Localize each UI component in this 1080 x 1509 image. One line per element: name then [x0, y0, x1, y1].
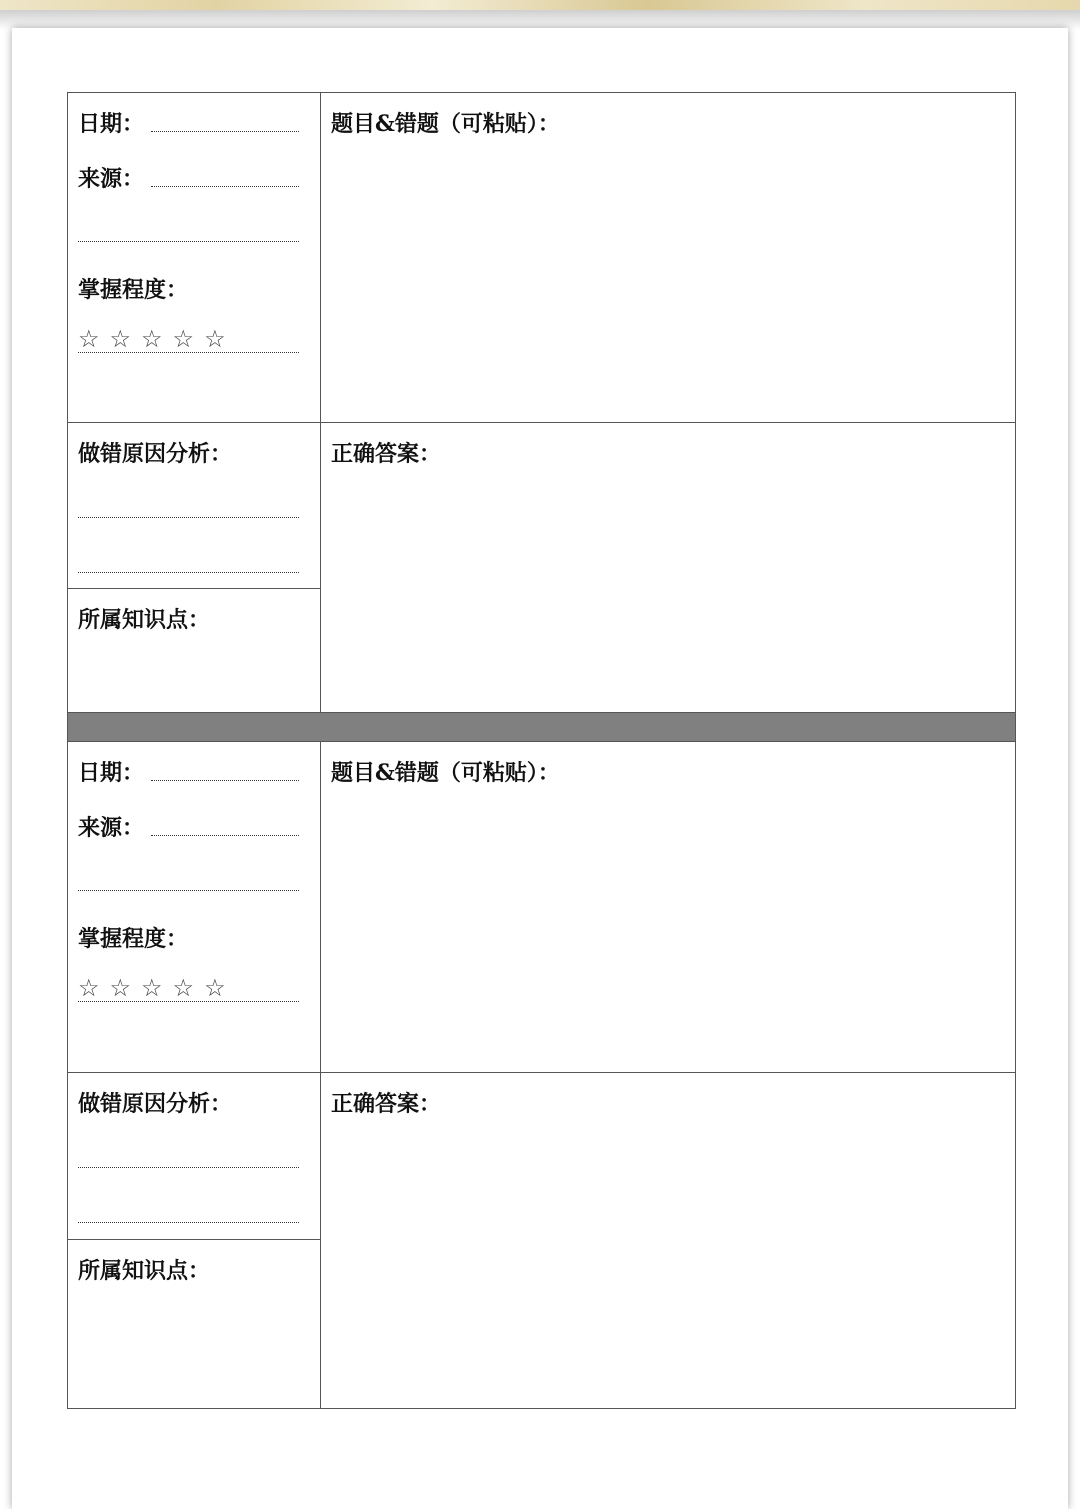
mastery-label: 掌握程度：	[78, 926, 189, 952]
correct-answer-label: 正确答案：	[331, 441, 442, 467]
date-label: 日期：	[78, 111, 145, 137]
mastery-stars[interactable]: ☆☆☆☆☆	[78, 325, 236, 353]
block-separator	[67, 713, 1016, 741]
mistake-record-block-2	[67, 741, 1016, 1409]
mistake-record-block-1	[67, 92, 1016, 713]
correct-answer-area[interactable]	[321, 1073, 1015, 1408]
error-analysis-line-2[interactable]	[78, 572, 299, 573]
question-label: 题目&错题（可粘贴）：	[331, 760, 560, 786]
source-field-line-2[interactable]	[78, 241, 299, 242]
question-label: 题目&错题（可粘贴）：	[331, 111, 560, 137]
date-label: 日期：	[78, 760, 145, 786]
correct-answer-label: 正确答案：	[331, 1091, 442, 1117]
question-area[interactable]	[321, 742, 1015, 1072]
knowledge-point-label: 所属知识点：	[78, 1258, 211, 1284]
knowledge-point-label: 所属知识点：	[78, 607, 211, 633]
source-label: 来源：	[78, 166, 145, 192]
mastery-stars[interactable]: ☆☆☆☆☆	[78, 974, 236, 1002]
date-field[interactable]	[151, 780, 299, 781]
error-analysis-label: 做错原因分析：	[78, 1091, 233, 1117]
correct-answer-area[interactable]	[321, 423, 1015, 712]
source-field-line-2[interactable]	[78, 890, 299, 891]
date-field[interactable]	[151, 131, 299, 132]
error-analysis-label: 做错原因分析：	[78, 441, 233, 467]
question-area[interactable]	[321, 93, 1015, 422]
source-label: 来源：	[78, 815, 145, 841]
error-analysis-line-1[interactable]	[78, 517, 299, 518]
top-shadow	[0, 10, 1080, 30]
error-analysis-line-1[interactable]	[78, 1167, 299, 1168]
mastery-label: 掌握程度：	[78, 277, 189, 303]
source-field[interactable]	[151, 835, 299, 836]
error-analysis-line-2[interactable]	[78, 1222, 299, 1223]
knowledge-point-area[interactable]	[68, 589, 320, 712]
mastery-underline	[78, 352, 299, 353]
source-field[interactable]	[151, 186, 299, 187]
mastery-underline	[78, 1001, 299, 1002]
knowledge-point-area[interactable]	[68, 1240, 320, 1408]
